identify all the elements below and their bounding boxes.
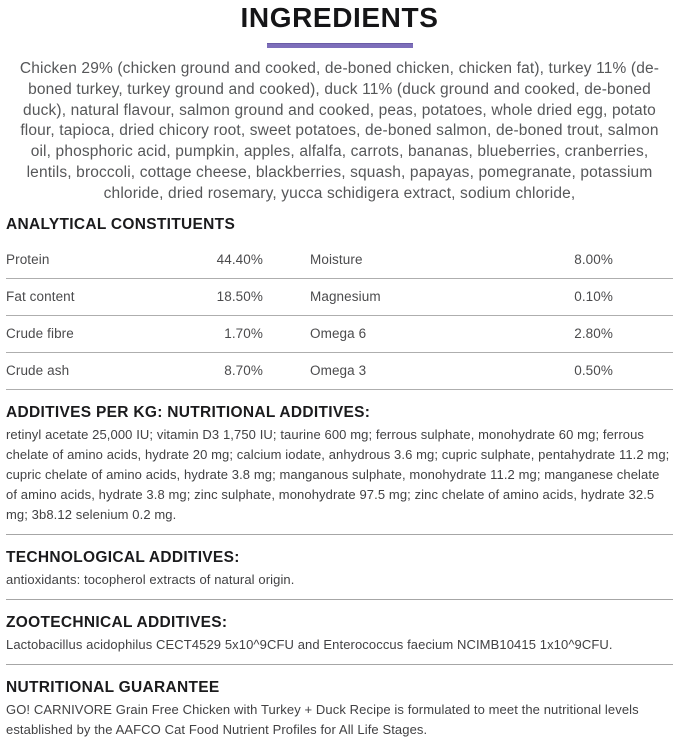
section-body: retinyl acetate 25,000 IU; vitamin D3 1,750 IU; taurine 600 mg; ferrous sulphate, monohydrate 60 mg; ferrous chelate of amino acids, hydrate 20 mg; calcium iodate, anhydrous 3.6 mg; cupric sulphate, pentahydrate 11.2 mg; cupric chelate of amino acids, hydrate 3.8 mg; manganous sulphate, monohydrate 11.2 mg; manganese chelate of amino acids, hydrate 3.8 mg; zinc sulphate, monohydrate 97.5 mg; zinc chelate of amino acids, hydrate 32.5 mg; 3b8.12 selenium 0.2 mg. [6,426,670,522]
section-heading: ADDITIVES PER KG: NUTRITIONAL ADDITIVES: [6,403,371,421]
constituent-value: 44.40% [216,252,263,268]
constituent-value: 2.80% [574,326,613,342]
constituent-label: Magnesium [310,289,381,305]
constituent-value: 8.70% [224,363,263,379]
section-heading: TECHNOLOGICAL ADDITIVES: [6,548,240,566]
page-title: INGREDIENTS [240,2,439,33]
constituent-value: 8.00% [574,252,613,268]
section-body: GO! CARNIVORE Grain Free Chicken with Turkey + Duck Recipe is formulated to meet the nutritional levels established by the AAFCO Cat Food Nutrient Profiles for All Life Stages. [6,701,639,737]
constituent-value: 1.70% [224,326,263,342]
table-cell [310,326,673,341]
section-technological-additives [6,548,673,600]
table-row [6,242,673,279]
constituent-value: 0.10% [574,289,613,305]
ingredients-paragraph: Chicken 29% (chicken ground and cooked, de-boned chicken, chicken fat), turkey 11% (de-boned turkey, turkey ground and cooked), duck 11% (duck ground and cooked, de-boned duck), natural flavour, salmon ground and cooked, peas, potatoes, whole dried egg, potato flour, tapioca, dried chicory root, sweet potatoes, de-boned salmon, de-boned trout, salmon oil, phosphoric acid, pumpkin, apples, alfalfa, carrots, bananas, blueberries, cranberries, lentils, broccoli, cottage cheese, blackberries, squash, papayas, pomegranate, potassium chloride, dried rosemary, yucca schidigera extract, sodium chloride, [19,60,660,202]
section-zootechnical-additives [6,613,673,665]
section-nutritional-additives [6,403,673,535]
constituent-label: Omega 3 [310,363,367,379]
table-cell [6,326,263,341]
divider [6,599,673,600]
table-cell [6,363,263,378]
constituent-value: 18.50% [216,289,263,305]
constituent-label: Moisture [310,252,363,268]
table-row [6,353,673,390]
constituent-label: Protein [6,252,50,268]
table-cell [6,289,263,304]
table-cell [310,363,673,378]
title-accent-bar [267,43,413,48]
table-cell [310,252,673,267]
constituent-label: Crude fibre [6,326,74,342]
table-row [6,316,673,353]
constituent-label: Fat content [6,289,75,305]
analytical-constituents-heading: ANALYTICAL CONSTITUENTS [6,215,236,233]
divider [6,534,673,535]
section-body: Lactobacillus acidophilus CECT4529 5x10^9CFU and Enterococcus faecium NCIMB10415 1x10^9CFU. [6,636,613,652]
constituent-label: Omega 6 [310,326,367,342]
analytical-constituents-table [6,242,673,390]
section-heading: ZOOTECHNICAL ADDITIVES: [6,613,228,631]
table-row [6,279,673,316]
divider [6,664,673,665]
constituent-label: Crude ash [6,363,70,379]
section-body: antioxidants: tocopherol extracts of natural origin. [6,571,295,587]
section-nutritional-guarantee [6,678,673,740]
table-cell [6,252,263,267]
table-cell [310,289,673,304]
section-heading: NUTRITIONAL GUARANTEE [6,678,220,696]
constituent-value: 0.50% [574,363,613,379]
